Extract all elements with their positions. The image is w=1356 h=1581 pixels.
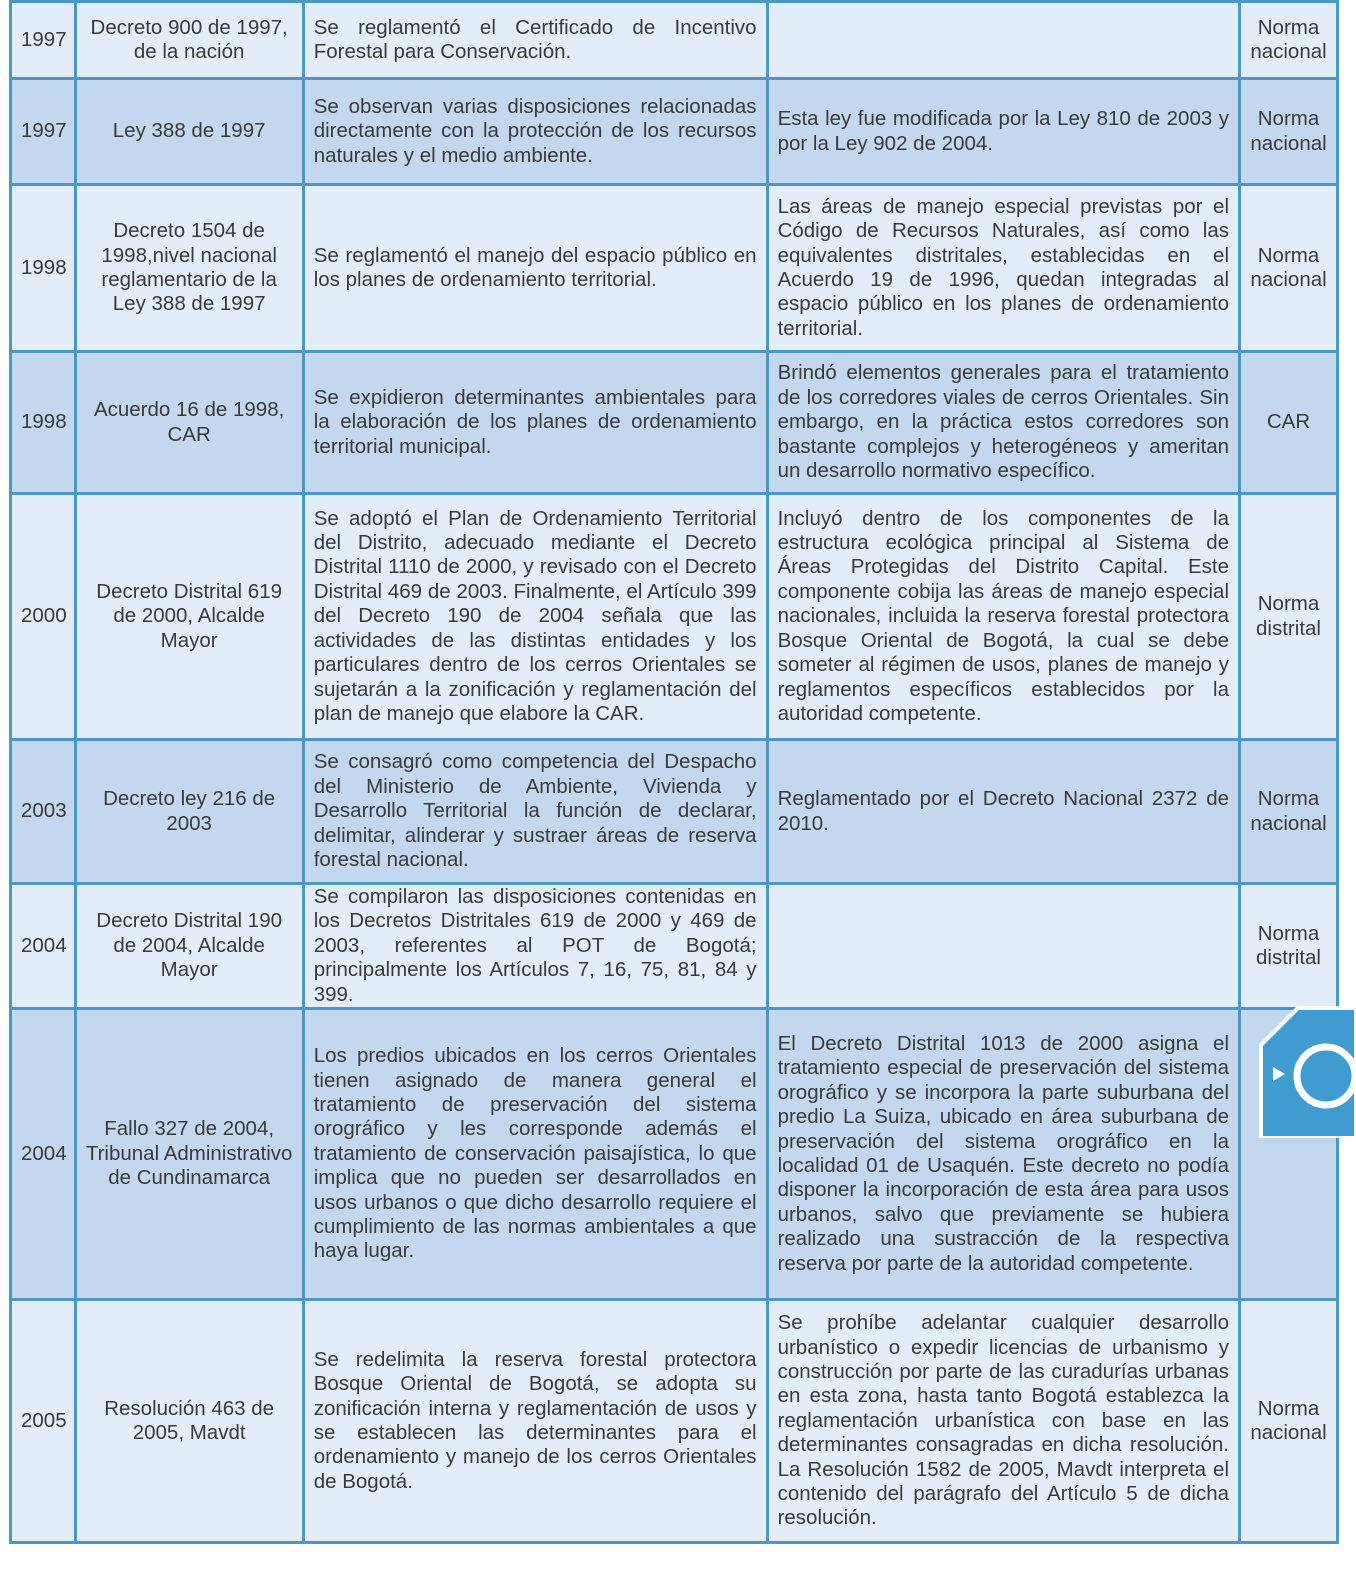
observation-cell: [767, 884, 1239, 1009]
year-cell: 2000: [11, 494, 76, 740]
page-tab-icon: [1258, 1005, 1356, 1138]
table-row: [11, 1300, 1338, 1543]
description-cell: Se reglamentó el manejo del espacio público en los planes de ordenamiento territorial.: [303, 185, 767, 352]
description-cell: Se redelimita la reserva forestal protectora Bosque Oriental de Bogotá, se adopta su zonificación interna y reglamentación de usos y se establecen las determinantes para el ordenamiento y manejo de los cerros Orientales de Bogotá.: [303, 1300, 767, 1543]
table-row: [11, 494, 1338, 740]
norm-cell: Resolución 463 de 2005, Mavdt: [75, 1300, 303, 1543]
observation-cell: [767, 2, 1239, 79]
observation-cell: El Decreto Distrital 1013 de 2000 asigna el tratamiento especial de preservación del sistema orográfico y se incorpora la parte suburbana del predio La Suiza, ubicado en área suburbana de preservación del sistema orográfico en la localidad 01 de Usaquén. Este decreto no podía disponer la incorporación de esta área para usos urbanos, salvo que previamente se hubiera realizado una sustracción de la respectiva reserva por parte de la autoridad competente.: [767, 1009, 1239, 1300]
type-cell: Norma nacional: [1240, 740, 1338, 884]
description-cell: Se consagró como competencia del Despacho del Ministerio de Ambiente, Vivienda y Desarrollo Territorial la función de declarar, delimitar, alinderar y sustraer áreas de reserva forestal nacional.: [303, 740, 767, 884]
norm-cell: Fallo 327 de 2004, Tribunal Administrativo de Cundinamarca: [75, 1009, 303, 1300]
observation-cell: Esta ley fue modificada por la Ley 810 de 2003 y por la Ley 902 de 2004.: [767, 79, 1239, 185]
table-row: [11, 884, 1338, 1009]
norm-cell: Decreto Distrital 190 de 2004, Alcalde Mayor: [75, 884, 303, 1009]
norm-cell: Decreto ley 216 de 2003: [75, 740, 303, 884]
year-cell: 2004: [11, 884, 76, 1009]
table-row: [11, 352, 1338, 494]
norm-cell: Decreto Distrital 619 de 2000, Alcalde Mayor: [75, 494, 303, 740]
type-cell: Norma nacional: [1240, 1300, 1338, 1543]
year-cell: 1997: [11, 2, 76, 79]
norms-table: [9, 0, 1339, 1544]
year-cell: 1998: [11, 352, 76, 494]
norm-cell: Decreto 900 de 1997, de la nación: [75, 2, 303, 79]
type-cell: Norma nacional: [1240, 185, 1338, 352]
observation-cell: Incluyó dentro de los componentes de la estructura ecológica principal al Sistema de Áreas Protegidas del Distrito Capital. Este componente cobija las áreas de manejo especial nacionales, incluida la reserva forestal protectora Bosque Oriental de Bogotá, la cual se debe someter al régimen de usos, planes de manejo y reglamentos específicos establecidos por la autoridad competente.: [767, 494, 1239, 740]
type-cell: Norma distrital: [1240, 884, 1338, 1009]
year-cell: 1998: [11, 185, 76, 352]
description-cell: Se expidieron determinantes ambientales para la elaboración de los planes de ordenamiento territorial municipal.: [303, 352, 767, 494]
description-cell: Se adoptó el Plan de Ordenamiento Territorial del Distrito, adecuado mediante el Decreto Distrital 1110 de 2000, y revisado con el Decreto Distrital 469 de 2003. Finalmente, el Artículo 399 del Decreto 190 de 2004 señala que las actividades de las distintas entidades y los particulares dentro de los cerros Orientales se sujetarán a la zonificación y reglamentación del plan de manejo que elabore la CAR.: [303, 494, 767, 740]
description-cell: Los predios ubicados en los cerros Orientales tienen asignado de manera general el tratamiento de preservación del sistema orográfico y les corresponde además el tratamiento de conservación paisajística, lo que implica que no pueden ser desarrollados en usos urbanos o que dicho desarrollo requiere el cumplimiento de las normas ambientales a que haya lugar.: [303, 1009, 767, 1300]
type-cell: Norma nacional: [1240, 2, 1338, 79]
description-cell: Se observan varias disposiciones relacionadas directamente con la protección de los recursos naturales y el medio ambiente.: [303, 79, 767, 185]
year-cell: 2003: [11, 740, 76, 884]
observation-cell: Las áreas de manejo especial previstas por el Código de Recursos Naturales, así como las equivalentes distritales, establecidas en el Acuerdo 19 de 1996, quedan integradas al espacio público en los planes de ordenamiento territorial.: [767, 185, 1239, 352]
description-cell: Se compilaron las disposiciones contenidas en los Decretos Distritales 619 de 2000 y 469 de 2003, referentes al POT de Bogotá; principalmente los Artículos 7, 16, 75, 81, 84 y 399.: [303, 884, 767, 1009]
year-cell: 2005: [11, 1300, 76, 1543]
norm-cell: Ley 388 de 1997: [75, 79, 303, 185]
table-row: [11, 185, 1338, 352]
table-row: [11, 2, 1338, 79]
table-row: [11, 79, 1338, 185]
norm-cell: Decreto 1504 de 1998,nivel nacional reglamentario de la Ley 388 de 1997: [75, 185, 303, 352]
type-cell: Norma nacional: [1240, 79, 1338, 185]
table-row: [11, 1009, 1338, 1300]
observation-cell: Se prohíbe adelantar cualquier desarrollo urbanístico o expedir licencias de urbanismo y construcción por parte de las curadurías urbanas en esta zona, hasta tanto Bogotá establezca la reglamentación urbanística con base en las determinantes consagradas en dicha resolución. La Resolución 1582 de 2005, Mavdt interpreta el contenido del parágrafo del Artículo 5 de dicha resolución.: [767, 1300, 1239, 1543]
type-cell: CAR: [1240, 352, 1338, 494]
observation-cell: Brindó elementos generales para el tratamiento de los corredores viales de cerros Orientales. Sin embargo, en la práctica estos corredores son bastante complejos y heterogéneos y ameritan un desarrollo normativo específico.: [767, 352, 1239, 494]
year-cell: 1997: [11, 79, 76, 185]
year-cell: 2004: [11, 1009, 76, 1300]
table-row: [11, 740, 1338, 884]
observation-cell: Reglamentado por el Decreto Nacional 2372 de 2010.: [767, 740, 1239, 884]
norm-cell: Acuerdo 16 de 1998, CAR: [75, 352, 303, 494]
description-cell: Se reglamentó el Certificado de Incentivo Forestal para Conservación.: [303, 2, 767, 79]
type-cell: Norma distrital: [1240, 494, 1338, 740]
